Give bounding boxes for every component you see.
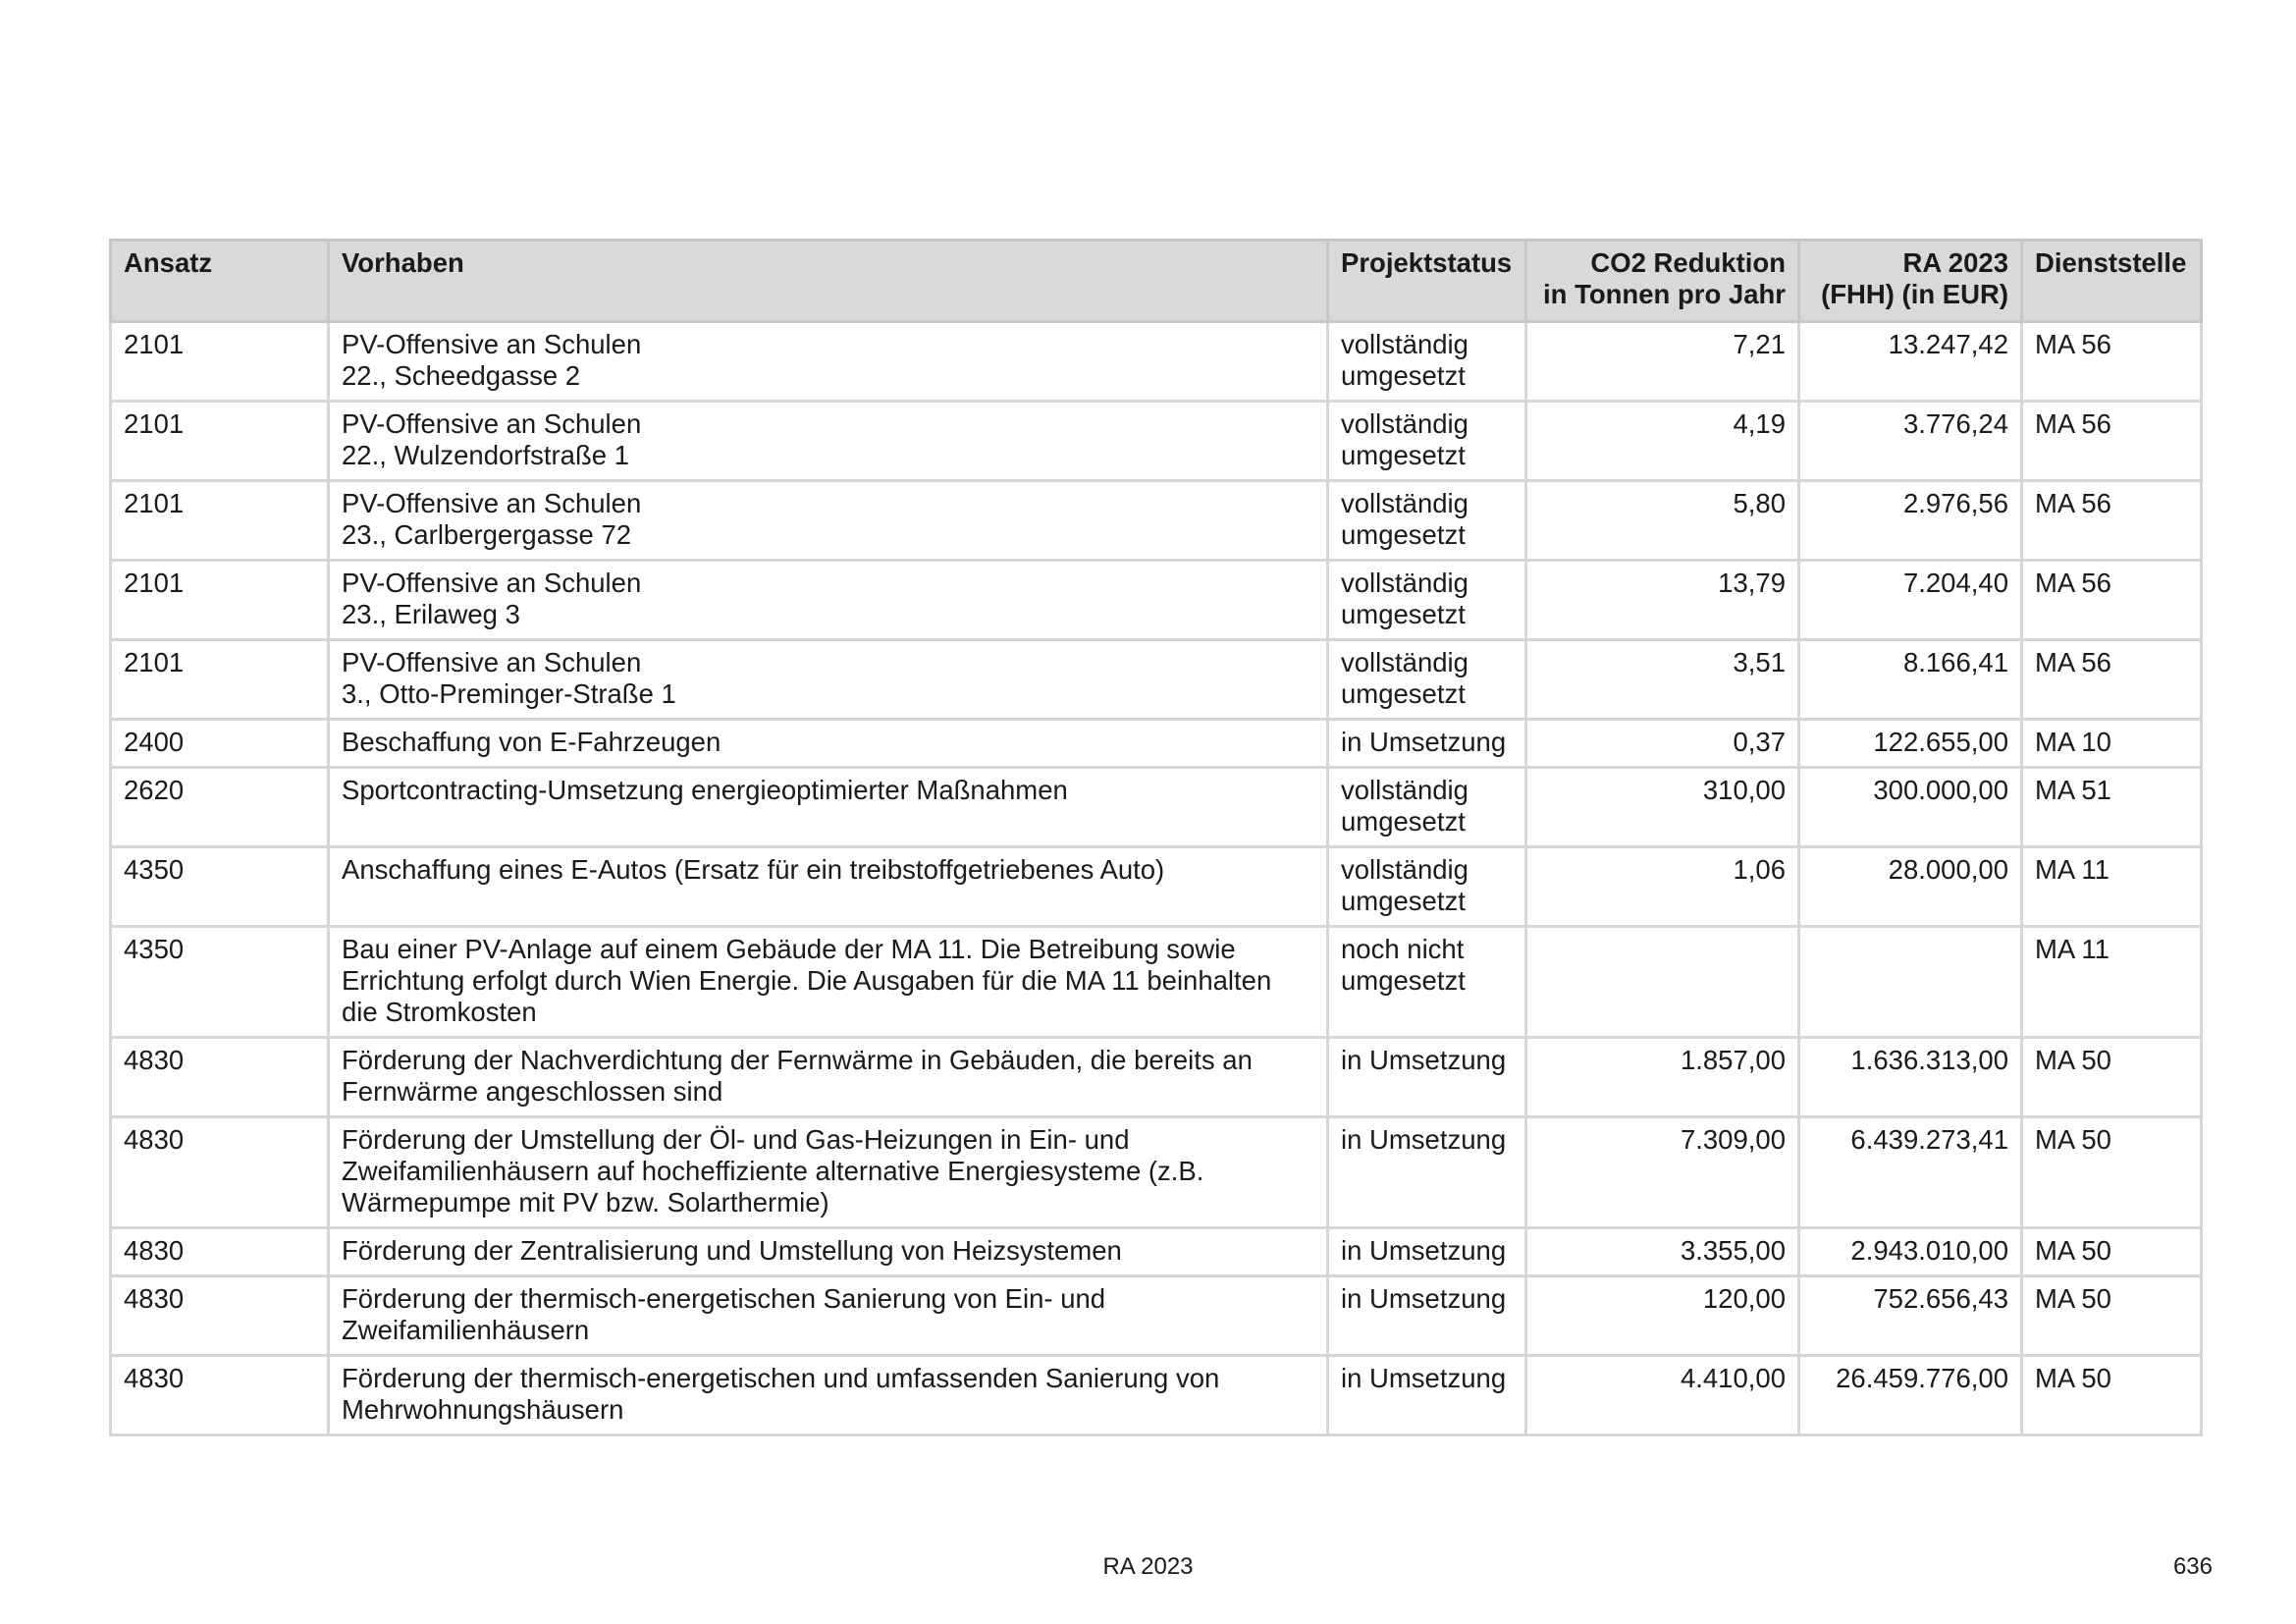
cell-ra-2023: 13.247,42	[1799, 322, 2022, 402]
table-row	[111, 768, 2202, 847]
header-ra-2023	[1799, 241, 2022, 322]
vorhaben-line: Förderung der Nachverdichtung der Fernwärme in Gebäuden, die bereits an	[342, 1045, 1253, 1075]
status-line: umgesetzt	[1341, 886, 1466, 916]
cell-ansatz: 4830	[111, 1117, 329, 1228]
cell-co2-reduktion: 5,80	[1526, 481, 1799, 561]
vorhaben-line: PV-Offensive an Schulen	[342, 488, 642, 518]
page-number: 636	[2172, 1553, 2213, 1580]
cell-co2-reduktion: 3.355,00	[1526, 1228, 1799, 1276]
status-line: vollständig	[1341, 408, 1468, 439]
cell-projektstatus	[1328, 322, 1526, 402]
cell-co2-reduktion: 4,19	[1526, 402, 1799, 481]
cell-vorhaben	[329, 322, 1328, 402]
header-vorhaben: Vorhaben	[329, 241, 1328, 322]
cell-projektstatus	[1328, 1356, 1526, 1435]
cell-vorhaben	[329, 1276, 1328, 1356]
header-dienststelle: Dienststelle	[2022, 241, 2202, 322]
cell-ansatz: 2101	[111, 561, 329, 640]
cell-dienststelle: MA 50	[2022, 1117, 2202, 1228]
table-body	[111, 322, 2202, 1435]
cell-ra-2023: 752.656,43	[1799, 1276, 2022, 1356]
cell-vorhaben	[329, 561, 1328, 640]
cell-vorhaben	[329, 1117, 1328, 1228]
cell-projektstatus	[1328, 1117, 1526, 1228]
vorhaben-line: Förderung der thermisch-energetischen und umfassenden Sanierung von	[342, 1363, 1220, 1393]
cell-co2-reduktion: 7.309,00	[1526, 1117, 1799, 1228]
cell-ansatz: 2620	[111, 768, 329, 847]
cell-dienststelle: MA 56	[2022, 402, 2202, 481]
vorhaben-line: Wärmepumpe mit PV bzw. Solarthermie)	[342, 1187, 829, 1218]
vorhaben-line: Förderung der Zentralisierung und Umstellung von Heizsystemen	[342, 1235, 1122, 1266]
cell-ra-2023: 300.000,00	[1799, 768, 2022, 847]
vorhaben-line: 22., Wulzendorfstraße 1	[342, 440, 629, 470]
cell-ra-2023: 26.459.776,00	[1799, 1356, 2022, 1435]
header-projektstatus: Projektstatus	[1328, 241, 1526, 322]
header-co2-line2: in Tonnen pro Jahr	[1543, 279, 1786, 309]
cell-dienststelle: MA 56	[2022, 322, 2202, 402]
header-ra-line2: (FHH) (in EUR)	[1821, 279, 2008, 309]
cell-projektstatus	[1328, 1038, 1526, 1117]
table-header-row	[111, 241, 2202, 322]
status-line: vollständig	[1341, 647, 1468, 677]
cell-vorhaben	[329, 927, 1328, 1038]
status-line: vollständig	[1341, 568, 1468, 598]
cell-co2-reduktion: 1.857,00	[1526, 1038, 1799, 1117]
status-line: vollständig	[1341, 775, 1468, 805]
vorhaben-line: PV-Offensive an Schulen	[342, 329, 642, 359]
status-line: in Umsetzung	[1341, 1045, 1507, 1075]
cell-ra-2023: 28.000,00	[1799, 847, 2022, 927]
header-co2-reduktion	[1526, 241, 1799, 322]
status-line: umgesetzt	[1341, 360, 1466, 391]
table-row	[111, 847, 2202, 927]
status-line: umgesetzt	[1341, 440, 1466, 470]
cell-dienststelle: MA 50	[2022, 1038, 2202, 1117]
cell-co2-reduktion	[1526, 927, 1799, 1038]
cell-projektstatus	[1328, 640, 1526, 720]
cell-co2-reduktion: 120,00	[1526, 1276, 1799, 1356]
cell-co2-reduktion: 13,79	[1526, 561, 1799, 640]
table-row	[111, 481, 2202, 561]
cell-projektstatus	[1328, 481, 1526, 561]
vorhaben-line: 22., Scheedgasse 2	[342, 360, 581, 391]
cell-vorhaben	[329, 640, 1328, 720]
cell-dienststelle: MA 11	[2022, 927, 2202, 1038]
cell-projektstatus	[1328, 927, 1526, 1038]
cell-ra-2023: 2.943.010,00	[1799, 1228, 2022, 1276]
status-line: in Umsetzung	[1341, 1283, 1507, 1314]
vorhaben-line: Förderung der thermisch-energetischen Sanierung von Ein- und	[342, 1283, 1106, 1314]
cell-projektstatus	[1328, 402, 1526, 481]
vorhaben-line: Zweifamilienhäusern	[342, 1315, 590, 1345]
vorhaben-line: Anschaffung eines E-Autos (Ersatz für ein treibstoffgetriebenes Auto)	[342, 854, 1165, 885]
cell-ansatz: 4830	[111, 1228, 329, 1276]
vorhaben-line: die Stromkosten	[342, 997, 537, 1027]
status-line: vollständig	[1341, 488, 1468, 518]
cell-dienststelle: MA 50	[2022, 1356, 2202, 1435]
vorhaben-line: Beschaffung von E-Fahrzeugen	[342, 727, 721, 757]
cell-ansatz: 4830	[111, 1356, 329, 1435]
cell-dienststelle: MA 56	[2022, 481, 2202, 561]
table-row	[111, 1117, 2202, 1228]
status-line: in Umsetzung	[1341, 1235, 1507, 1266]
cell-ra-2023	[1799, 927, 2022, 1038]
cell-vorhaben	[329, 847, 1328, 927]
status-line: in Umsetzung	[1341, 1363, 1507, 1393]
vorhaben-line: Errichtung erfolgt durch Wien Energie. Die Ausgaben für die MA 11 beinhalten	[342, 965, 1272, 996]
table-row	[111, 1038, 2202, 1117]
vorhaben-line: Mehrwohnungshäusern	[342, 1394, 624, 1425]
cell-co2-reduktion: 4.410,00	[1526, 1356, 1799, 1435]
status-line: in Umsetzung	[1341, 1124, 1507, 1155]
table-row	[111, 720, 2202, 768]
cell-ansatz: 4350	[111, 927, 329, 1038]
cell-vorhaben	[329, 1356, 1328, 1435]
header-ansatz: Ansatz	[111, 241, 329, 322]
header-co2-line1: CO2 Reduktion	[1590, 247, 1786, 278]
cell-vorhaben	[329, 1228, 1328, 1276]
cell-dienststelle: MA 10	[2022, 720, 2202, 768]
status-line: umgesetzt	[1341, 678, 1466, 709]
cell-ra-2023: 2.976,56	[1799, 481, 2022, 561]
cell-vorhaben	[329, 720, 1328, 768]
cell-ansatz: 2400	[111, 720, 329, 768]
cell-dienststelle: MA 56	[2022, 640, 2202, 720]
cell-ra-2023: 3.776,24	[1799, 402, 2022, 481]
cell-vorhaben	[329, 402, 1328, 481]
cell-projektstatus	[1328, 1276, 1526, 1356]
cell-co2-reduktion: 7,21	[1526, 322, 1799, 402]
table-row	[111, 1228, 2202, 1276]
status-line: umgesetzt	[1341, 519, 1466, 550]
table-row	[111, 561, 2202, 640]
vorhaben-line: PV-Offensive an Schulen	[342, 647, 642, 677]
cell-ansatz: 2101	[111, 322, 329, 402]
cell-co2-reduktion: 310,00	[1526, 768, 1799, 847]
cell-projektstatus	[1328, 1228, 1526, 1276]
table-row	[111, 402, 2202, 481]
cell-ansatz: 2101	[111, 481, 329, 561]
cell-ra-2023: 8.166,41	[1799, 640, 2022, 720]
cell-vorhaben	[329, 768, 1328, 847]
table-row	[111, 1276, 2202, 1356]
vorhaben-line: Bau einer PV-Anlage auf einem Gebäude der MA 11. Die Betreibung sowie	[342, 934, 1236, 964]
cell-ra-2023: 122.655,00	[1799, 720, 2022, 768]
cell-ra-2023: 6.439.273,41	[1799, 1117, 2022, 1228]
status-line: in Umsetzung	[1341, 727, 1507, 757]
footer-title: RA 2023	[1102, 1553, 1194, 1580]
cell-vorhaben	[329, 1038, 1328, 1117]
table-row	[111, 322, 2202, 402]
cell-dienststelle: MA 51	[2022, 768, 2202, 847]
cell-vorhaben	[329, 481, 1328, 561]
cell-ansatz: 4830	[111, 1038, 329, 1117]
cell-projektstatus	[1328, 847, 1526, 927]
vorhaben-line: Fernwärme angeschlossen sind	[342, 1076, 723, 1107]
status-line: umgesetzt	[1341, 599, 1466, 629]
vorhaben-line: PV-Offensive an Schulen	[342, 408, 642, 439]
cell-dienststelle: MA 56	[2022, 561, 2202, 640]
status-line: vollständig	[1341, 329, 1468, 359]
cell-ansatz: 4350	[111, 847, 329, 927]
cell-ansatz: 2101	[111, 402, 329, 481]
vorhaben-line: 23., Erilaweg 3	[342, 599, 520, 629]
vorhaben-line: 3., Otto-Preminger-Straße 1	[342, 678, 676, 709]
cell-dienststelle: MA 11	[2022, 847, 2202, 927]
cell-dienststelle: MA 50	[2022, 1276, 2202, 1356]
vorhaben-line: Zweifamilienhäusern auf hocheffiziente alternative Energiesysteme (z.B.	[342, 1156, 1204, 1186]
cell-ansatz: 4830	[111, 1276, 329, 1356]
table-row	[111, 927, 2202, 1038]
cell-ansatz: 2101	[111, 640, 329, 720]
vorhaben-line: 23., Carlbergergasse 72	[342, 519, 632, 550]
cell-ra-2023: 1.636.313,00	[1799, 1038, 2022, 1117]
vorhaben-line: Förderung der Umstellung der Öl- und Gas-Heizungen in Ein- und	[342, 1124, 1130, 1155]
cell-projektstatus	[1328, 720, 1526, 768]
cell-dienststelle: MA 50	[2022, 1228, 2202, 1276]
measures-table	[109, 239, 2203, 1436]
status-line: noch nicht	[1341, 934, 1465, 964]
header-ra-line1: RA 2023	[1902, 247, 2008, 278]
cell-projektstatus	[1328, 768, 1526, 847]
cell-ra-2023: 7.204,40	[1799, 561, 2022, 640]
vorhaben-line: PV-Offensive an Schulen	[342, 568, 642, 598]
status-line: vollständig	[1341, 854, 1468, 885]
cell-co2-reduktion: 1,06	[1526, 847, 1799, 927]
table-row	[111, 640, 2202, 720]
status-line: umgesetzt	[1341, 965, 1466, 996]
table-row	[111, 1356, 2202, 1435]
status-line: umgesetzt	[1341, 806, 1466, 837]
vorhaben-line: Sportcontracting-Umsetzung energieoptimierter Maßnahmen	[342, 775, 1068, 805]
cell-projektstatus	[1328, 561, 1526, 640]
cell-co2-reduktion: 3,51	[1526, 640, 1799, 720]
cell-co2-reduktion: 0,37	[1526, 720, 1799, 768]
